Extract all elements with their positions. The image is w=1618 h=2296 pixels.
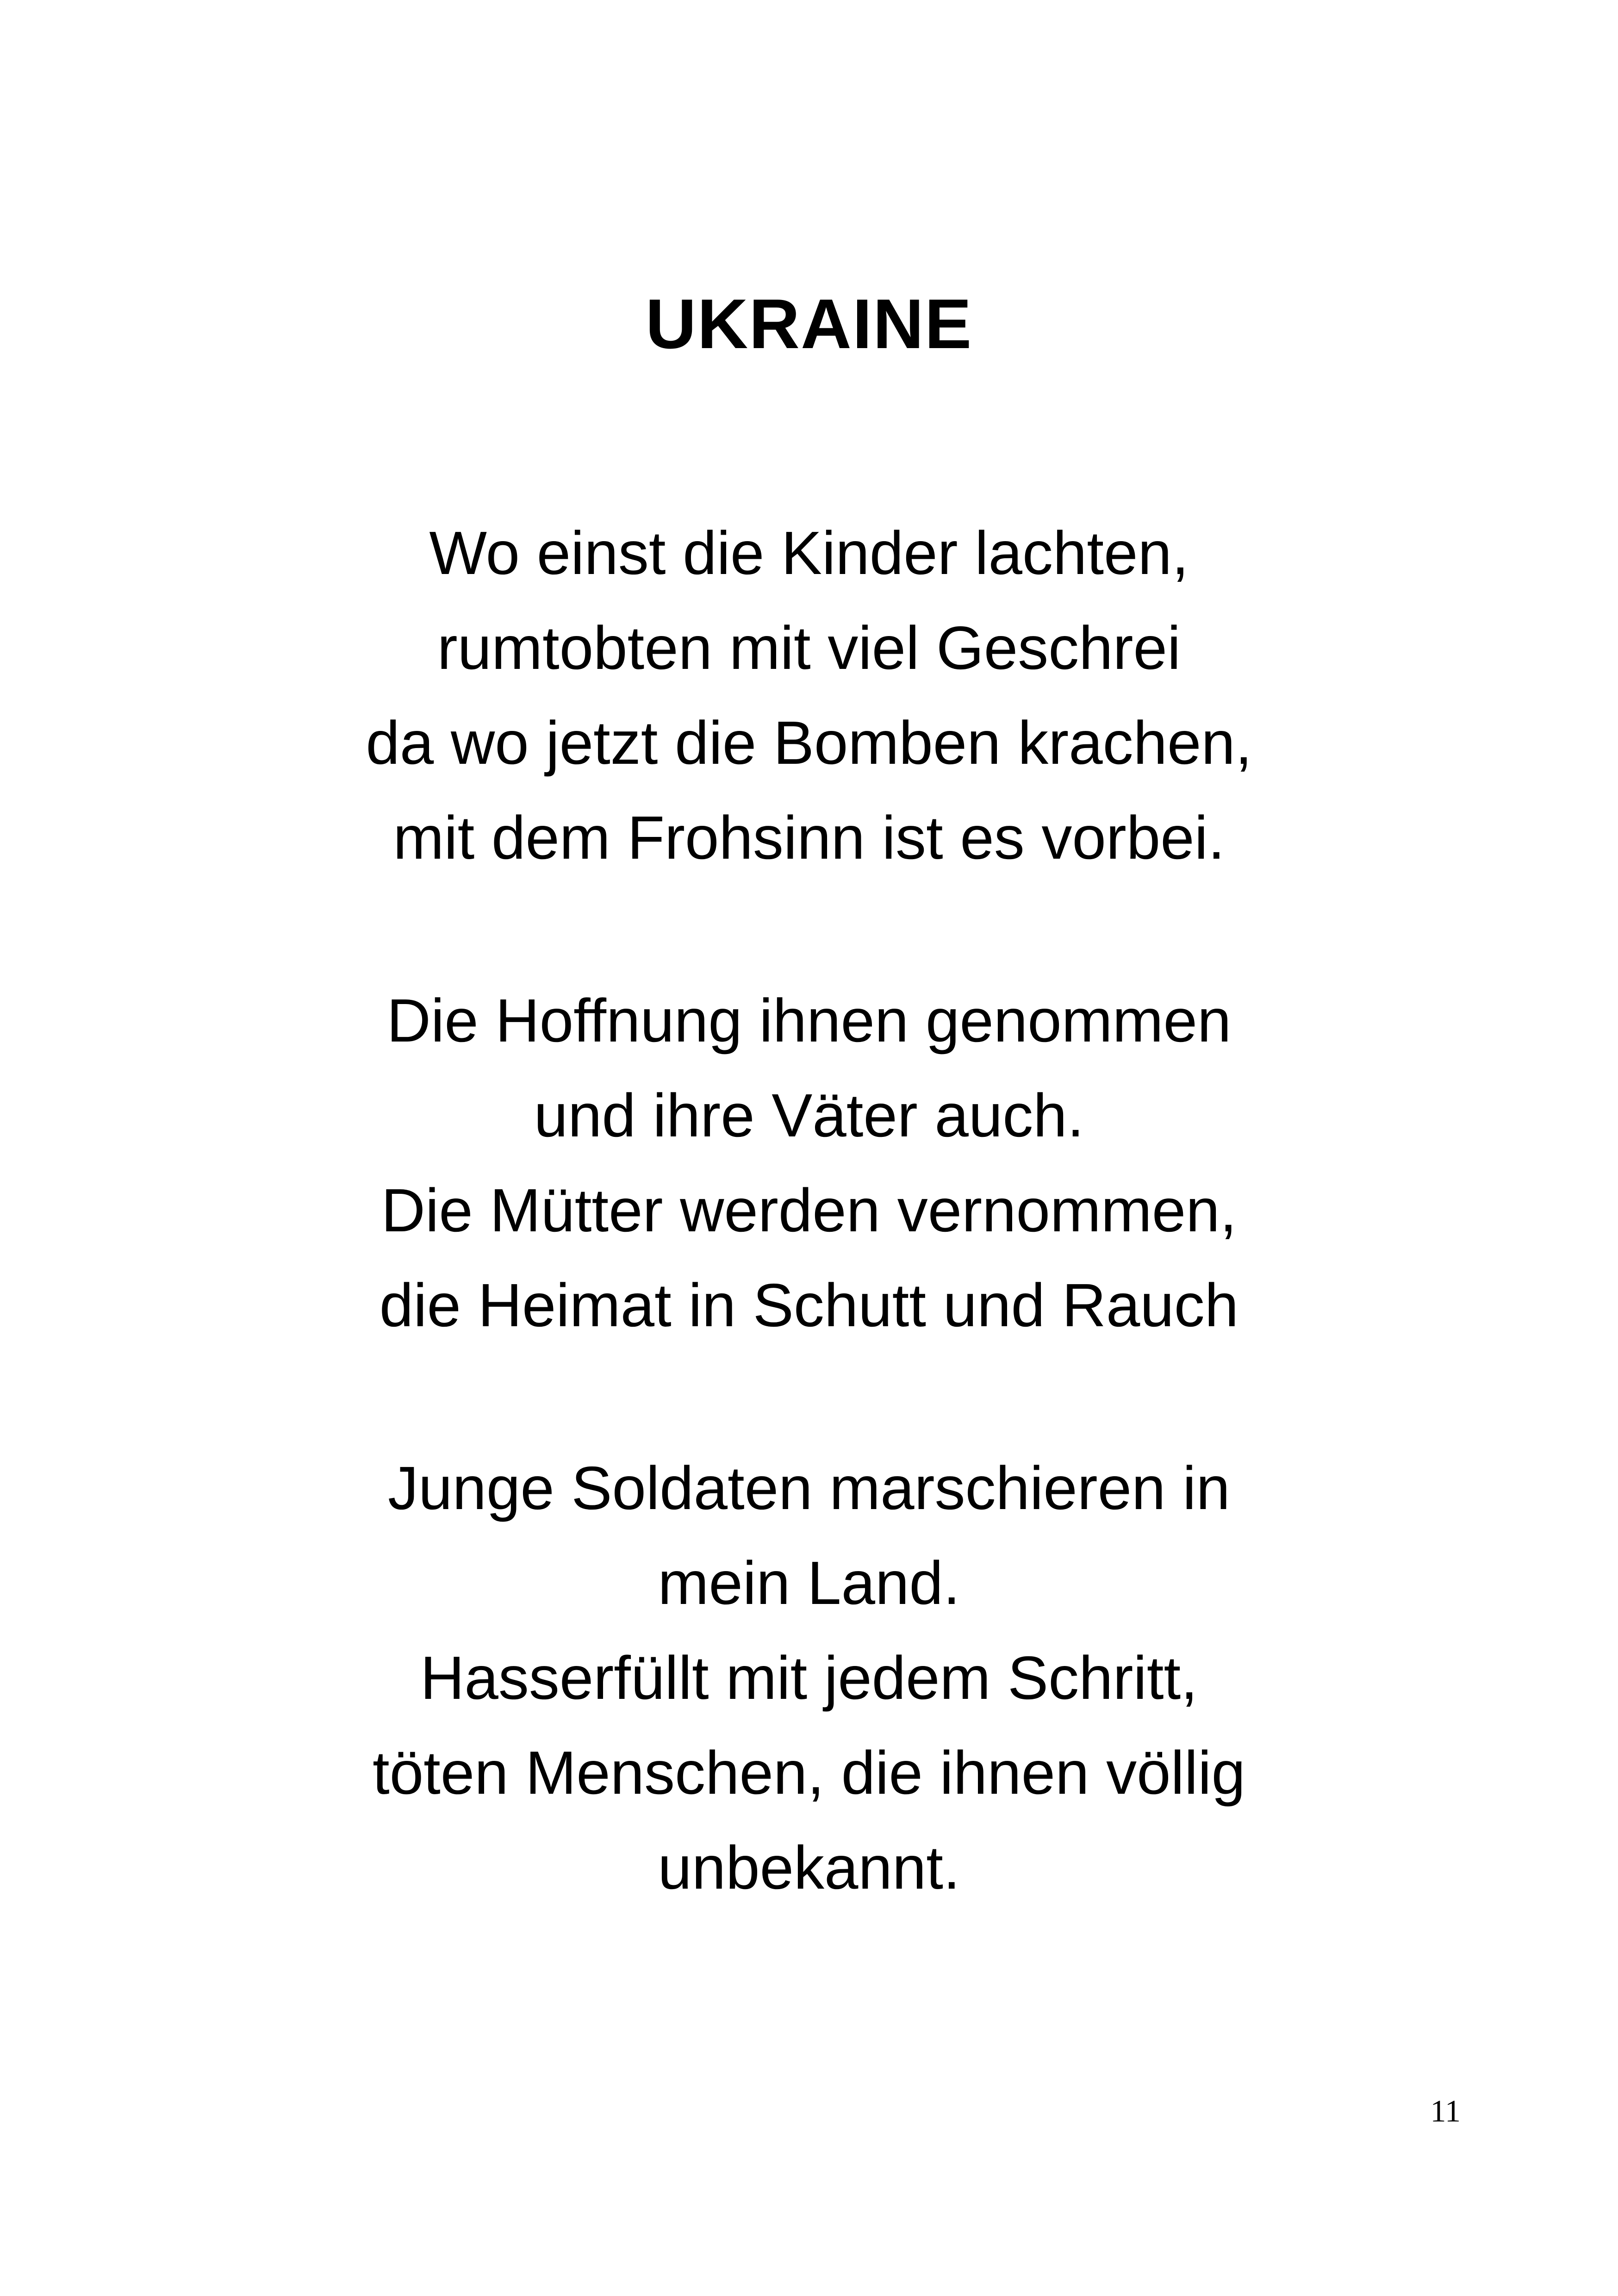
poem-line: mit dem Frohsinn ist es vorbei. [393,804,1225,872]
poem-line: Hasserfüllt mit jedem Schritt, [420,1644,1198,1712]
poem-line: die Heimat in Schutt und Rauch [379,1271,1239,1339]
poem-line: da wo jetzt die Bomben krachen, [366,709,1252,777]
poem-line: Die Hoffnung ihnen genommen [386,986,1232,1054]
poem-line: Junge Soldaten marschieren in [388,1454,1230,1522]
poem-line: Wo einst die Kinder lachten, [429,519,1189,587]
poem-title: UKRAINE [645,285,973,363]
page-number: 11 [1430,2093,1461,2128]
poem-line: töten Menschen, die ihnen völlig [373,1739,1245,1807]
poem-line: und ihre Väter auch. [534,1081,1084,1149]
poem-line: mein Land. [658,1549,960,1617]
poem-line: unbekannt. [658,1834,960,1902]
poem-line: rumtobten mit viel Geschrei [437,614,1181,682]
poem-line: Die Mütter werden vernommen, [381,1176,1237,1244]
